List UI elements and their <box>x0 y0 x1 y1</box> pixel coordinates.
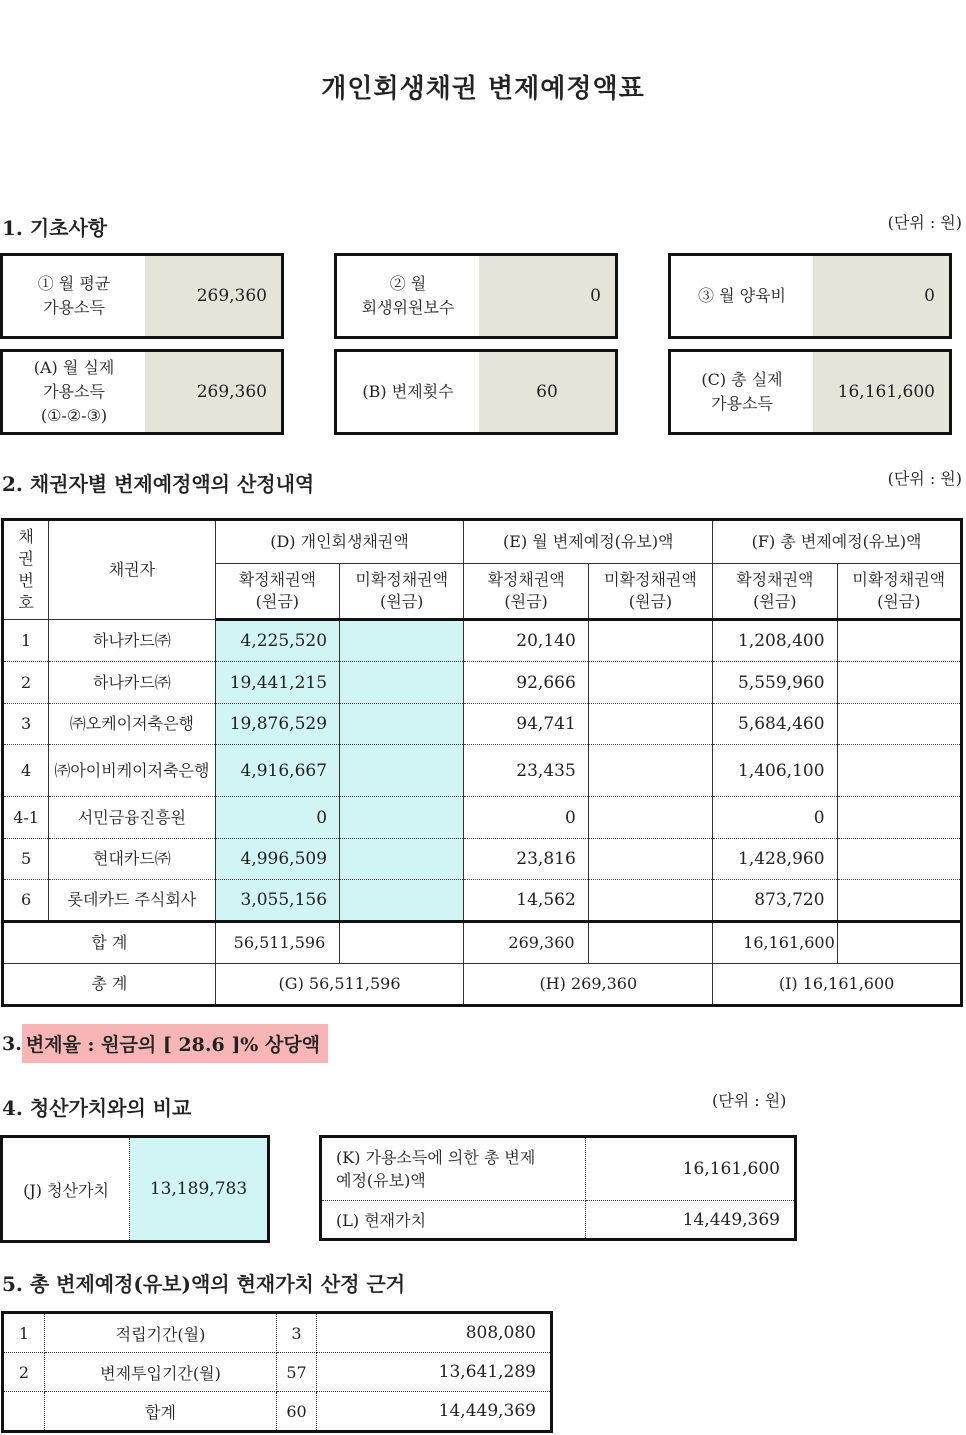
row-f-unconfirmed <box>837 704 961 745</box>
row-f-confirmed: 1,406,100 <box>713 745 837 797</box>
row-d-unconfirmed <box>340 839 464 880</box>
row-d-confirmed: 3,055,156 <box>215 880 339 922</box>
sum-e-unconfirmed <box>588 922 712 964</box>
header-d: (D) 개인회생채권액 <box>215 520 464 564</box>
pv-no <box>3 1392 45 1432</box>
row-d-confirmed: 4,225,520 <box>215 620 339 662</box>
row-e-confirmed: 94,741 <box>464 704 588 745</box>
sum-d-unconfirmed <box>340 922 464 964</box>
row-f-confirmed: 5,684,460 <box>713 704 837 745</box>
row-f-confirmed: 5,559,960 <box>713 662 837 704</box>
box-label-line: (①-②-③) <box>40 406 108 425</box>
table-row <box>321 1137 796 1201</box>
actual-income-value: 269,360 <box>145 352 281 432</box>
row-e-unconfirmed <box>588 797 712 839</box>
row-e-confirmed: 20,140 <box>464 620 588 662</box>
total-label: 총 계 <box>3 964 216 1006</box>
table-row <box>3 745 962 797</box>
row-f-unconfirmed <box>837 797 961 839</box>
total-i: (I) 16,161,600 <box>713 964 962 1006</box>
row-d-unconfirmed <box>340 662 464 704</box>
monthly-avg-income-value: 269,360 <box>145 256 281 336</box>
row-d-unconfirmed <box>340 620 464 662</box>
row-creditor: ㈜아이비케이저축은행 <box>49 745 216 797</box>
table-row <box>321 1201 796 1240</box>
child-support-value: 0 <box>813 256 949 336</box>
box-label-line: 회생위원보수 <box>361 298 455 317</box>
row-d-unconfirmed <box>340 797 464 839</box>
row-f-confirmed: 0 <box>713 797 837 839</box>
row-no: 3 <box>3 704 49 745</box>
header-creditor: 채권자 <box>49 520 216 620</box>
pv-months: 57 <box>277 1353 317 1392</box>
total-income-value: 16,161,600 <box>813 352 949 432</box>
l-label: (L) 현재가치 <box>321 1201 586 1240</box>
header-unconfirmed: 미확정채권액 (원금) <box>837 564 961 620</box>
row-d-confirmed: 4,996,509 <box>215 839 339 880</box>
box-label-line: ② 월 <box>389 274 427 293</box>
row-f-unconfirmed <box>837 745 961 797</box>
row-no: 1 <box>3 620 49 662</box>
section4-unit: (단위 : 원) <box>712 1091 787 1110</box>
row-no: 4 <box>3 745 49 797</box>
pv-value: 13,641,289 <box>317 1353 552 1392</box>
row-f-unconfirmed <box>837 620 961 662</box>
box-label-line: (A) 월 실제 <box>33 358 115 377</box>
row-d-confirmed: 4,916,667 <box>215 745 339 797</box>
repayment-rate <box>2 1024 328 1063</box>
row-creditor: ㈜오케이저축은행 <box>49 704 216 745</box>
monthly-avg-income-box <box>0 253 284 339</box>
liquidation-value: 13,189,783 <box>130 1138 267 1240</box>
section2-unit: (단위 : 원) <box>887 469 962 488</box>
row-e-unconfirmed <box>588 880 712 922</box>
row-creditor: 하나카드㈜ <box>49 662 216 704</box>
pv-no: 1 <box>3 1313 45 1353</box>
section1-heading: 1. 기초사항 <box>2 216 108 240</box>
table-row <box>3 1313 552 1353</box>
row-d-confirmed: 0 <box>215 797 339 839</box>
row-f-confirmed: 1,208,400 <box>713 620 837 662</box>
actual-income-box <box>0 349 284 435</box>
l-value: 14,449,369 <box>682 1209 780 1230</box>
page-title: 개인회생채권 변제예정액표 <box>321 74 645 104</box>
k-value: 16,161,600 <box>586 1137 796 1201</box>
box-label-line: (B) 변제횟수 <box>362 382 454 401</box>
total-g: (G) 56,511,596 <box>215 964 464 1006</box>
trustee-fee-value: 0 <box>479 256 615 336</box>
sum-d: 56,511,596 <box>215 922 339 964</box>
header-f: (F) 총 변제예정(유보)액 <box>713 520 962 564</box>
row-d-unconfirmed <box>340 880 464 922</box>
row-d-confirmed: 19,441,215 <box>215 662 339 704</box>
row-f-unconfirmed <box>837 839 961 880</box>
header-confirmed: 확정채권액 (원금) <box>713 564 837 620</box>
table-row <box>3 1392 552 1432</box>
section1-unit: (단위 : 원) <box>887 213 962 232</box>
row-no: 2 <box>3 662 49 704</box>
pv-value: 14,449,369 <box>317 1392 552 1432</box>
row-e-unconfirmed <box>588 839 712 880</box>
present-value-table <box>1 1311 553 1433</box>
table-row <box>3 1353 552 1392</box>
row-d-confirmed: 19,876,529 <box>215 704 339 745</box>
row-creditor: 하나카드㈜ <box>49 620 216 662</box>
header-unconfirmed: 미확정채권액 (원금) <box>588 564 712 620</box>
row-creditor: 현대카드㈜ <box>49 839 216 880</box>
child-support-box <box>668 253 952 339</box>
row-f-confirmed: 1,428,960 <box>713 839 837 880</box>
sum-row <box>3 922 962 964</box>
row-f-unconfirmed <box>837 662 961 704</box>
table-row <box>3 662 962 704</box>
row-e-unconfirmed <box>588 662 712 704</box>
sum-e: 269,360 <box>464 922 588 964</box>
pv-no: 2 <box>3 1353 45 1392</box>
box-label-line: ③ 월 양육비 <box>698 286 786 305</box>
row-f-unconfirmed <box>837 880 961 922</box>
table-row <box>3 880 962 922</box>
row-e-unconfirmed <box>588 704 712 745</box>
header-no: 채권 번호 <box>3 520 49 620</box>
header-e: (E) 월 변제예정(유보)액 <box>464 520 713 564</box>
total-income-box <box>668 349 952 435</box>
sum-label: 합 계 <box>3 922 216 964</box>
section2-heading: 2. 채권자별 변제예정액의 산정내역 <box>2 472 315 496</box>
repayment-count-box <box>334 349 618 435</box>
repayment-rate-highlight: 변제율 : 원금의 [ 28.6 ]% 상당액 <box>22 1024 328 1063</box>
k-label <box>321 1137 586 1201</box>
trustee-fee-box <box>334 253 618 339</box>
k-label-line: (K) 가용소득에 의한 총 변제 <box>336 1148 536 1167</box>
row-no: 4-1 <box>3 797 49 839</box>
row-no: 6 <box>3 880 49 922</box>
section4-heading: 4. 청산가치와의 비교 <box>2 1096 192 1120</box>
row-no: 5 <box>3 839 49 880</box>
section3-prefix: 3. <box>2 1032 22 1055</box>
pv-months: 3 <box>277 1313 317 1353</box>
pv-value: 808,080 <box>317 1313 552 1353</box>
total-row <box>3 964 962 1006</box>
row-e-unconfirmed <box>588 745 712 797</box>
row-d-unconfirmed <box>340 745 464 797</box>
creditor-table <box>1 518 963 1007</box>
pv-label: 합계 <box>45 1392 277 1432</box>
table-row <box>3 797 962 839</box>
row-e-unconfirmed <box>588 620 712 662</box>
comparison-table <box>319 1135 797 1241</box>
sum-f: 16,161,600 <box>713 922 837 964</box>
total-h: (H) 269,360 <box>464 964 713 1006</box>
box-label-line: ① 월 평균 <box>37 274 111 293</box>
header-unconfirmed: 미확정채권액 (원금) <box>340 564 464 620</box>
box-label-line: 가용소득 <box>43 382 105 401</box>
box-label-line: 가용소득 <box>711 394 773 413</box>
row-d-unconfirmed <box>340 704 464 745</box>
liquidation-value-box <box>0 1135 270 1243</box>
row-e-confirmed: 23,435 <box>464 745 588 797</box>
header-confirmed: 확정채권액 (원금) <box>215 564 339 620</box>
row-f-confirmed: 873,720 <box>713 880 837 922</box>
row-e-confirmed: 14,562 <box>464 880 588 922</box>
row-creditor: 롯데카드 주식회사 <box>49 880 216 922</box>
pv-label: 변제투입기간(월) <box>45 1353 277 1392</box>
pv-label: 적립기간(월) <box>45 1313 277 1353</box>
table-row <box>3 839 962 880</box>
section5-heading: 5. 총 변제예정(유보)액의 현재가치 산정 근거 <box>2 1272 406 1296</box>
repayment-count-value: 60 <box>479 352 615 432</box>
row-creditor: 서민금융진흥원 <box>49 797 216 839</box>
row-e-confirmed: 23,816 <box>464 839 588 880</box>
table-row <box>3 620 962 662</box>
table-row <box>3 704 962 745</box>
k-label-line: 예정(유보)액 <box>336 1171 426 1190</box>
header-confirmed: 확정채권액 (원금) <box>464 564 588 620</box>
box-label-line: (C) 총 실제 <box>701 370 783 389</box>
sum-f-unconfirmed <box>837 922 961 964</box>
liquidation-value-label: (J) 청산가치 <box>3 1138 130 1240</box>
row-e-confirmed: 92,666 <box>464 662 588 704</box>
row-e-confirmed: 0 <box>464 797 588 839</box>
box-label-line: 가용소득 <box>43 298 105 317</box>
pv-months: 60 <box>277 1392 317 1432</box>
